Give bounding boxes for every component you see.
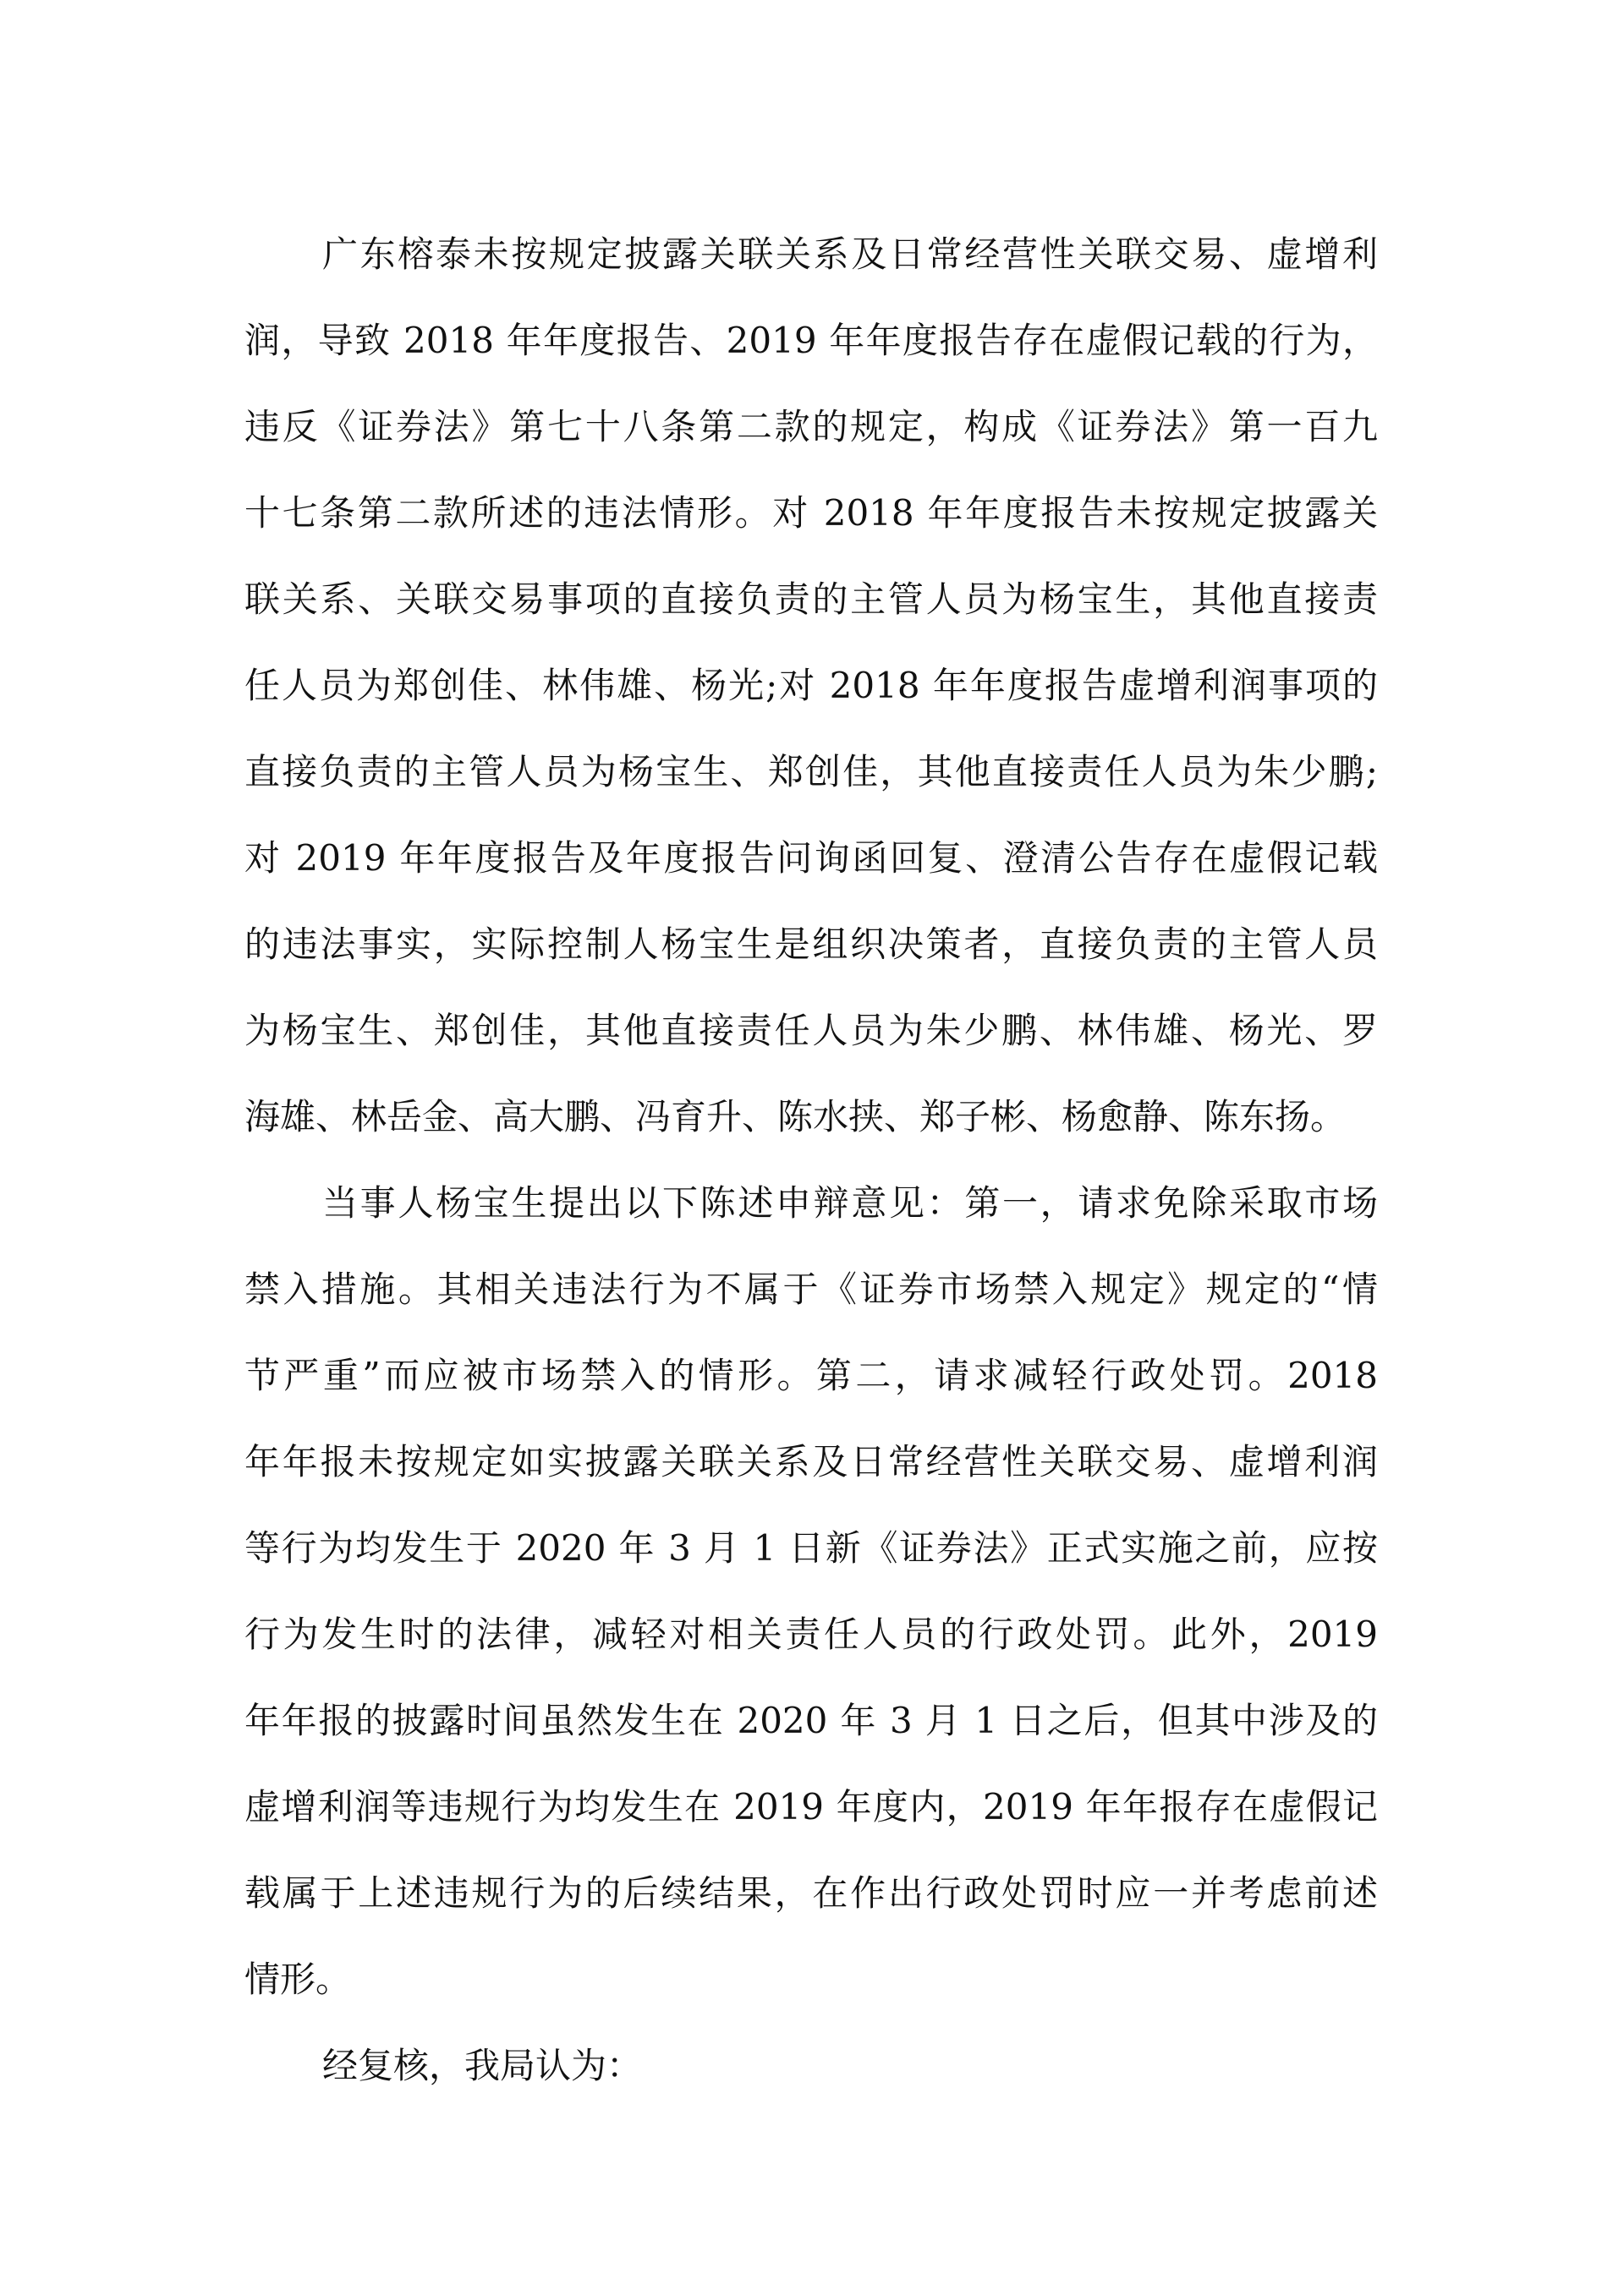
text-line: 当事人杨宝生提出以下陈述申辩意见：第一，请求免除采取市场 [322, 1182, 1378, 1224]
text-line: 联关系、关联交易事项的直接负责的主管人员为杨宝生，其他直接责 [244, 578, 1378, 620]
text-line: 虚增利润等违规行为均发生在 2019 年度内，2019 年年报存在虚假记 [244, 1786, 1378, 1827]
text-line: 对 2019 年年度报告及年度报告问询函回复、澄清公告存在虚假记载 [244, 837, 1378, 879]
text-line: 情形。 [244, 1959, 352, 2000]
text-line: 等行为均发生于 2020 年 3 月 1 日新《证券法》正式实施之前，应按 [244, 1527, 1378, 1569]
text-line: 海雄、林岳金、高大鹏、冯育升、陈水挟、郑子彬、杨愈静、陈东扬。 [244, 1096, 1347, 1137]
text-line: 润，导致 2018 年年度报告、2019 年年度报告存在虚假记载的行为， [244, 320, 1378, 361]
text-line: 经复核，我局认为： [322, 2045, 643, 2086]
text-line: 直接负责的主管人员为杨宝生、郑创佳，其他直接责任人员为朱少鹏; [244, 751, 1378, 792]
paragraph-violation-facts [244, 211, 1378, 1160]
text-line: 年年报的披露时间虽然发生在 2020 年 3 月 1 日之后，但其中涉及的 [244, 1700, 1378, 1741]
paragraph-defense-statement [244, 1160, 1378, 2023]
text-line: 违反《证券法》第七十八条第二款的规定，构成《证券法》第一百九 [244, 406, 1378, 447]
text-line: 载属于上述违规行为的后续结果，在作出行政处罚时应一并考虑前述 [244, 1872, 1378, 1914]
text-line: 广东榕泰未按规定披露关联关系及日常经营性关联交易、虚增利 [322, 233, 1378, 275]
text-line: 行为发生时的法律，减轻对相关责任人员的行政处罚。此外，2019 [244, 1614, 1378, 1655]
text-line: 年年报未按规定如实披露关联关系及日常经营性关联交易、虚增利润 [244, 1441, 1378, 1482]
text-line: 节严重”而应被市场禁入的情形。第二，请求减轻行政处罚。2018 [244, 1355, 1378, 1396]
text-line: 禁入措施。其相关违法行为不属于《证券市场禁入规定》规定的“情 [244, 1269, 1378, 1310]
text-line: 十七条第二款所述的违法情形。对 2018 年年度报告未按规定披露关 [244, 492, 1378, 534]
text-line: 的违法事实，实际控制人杨宝生是组织决策者，直接负责的主管人员 [244, 923, 1378, 965]
document-page [244, 211, 1378, 2109]
text-line: 任人员为郑创佳、林伟雄、杨光;对 2018 年年度报告虚增利润事项的 [244, 665, 1378, 706]
paragraph-review-conclusion [244, 2023, 1378, 2109]
text-line: 为杨宝生、郑创佳，其他直接责任人员为朱少鹏、林伟雄、杨光、罗 [244, 1010, 1378, 1051]
